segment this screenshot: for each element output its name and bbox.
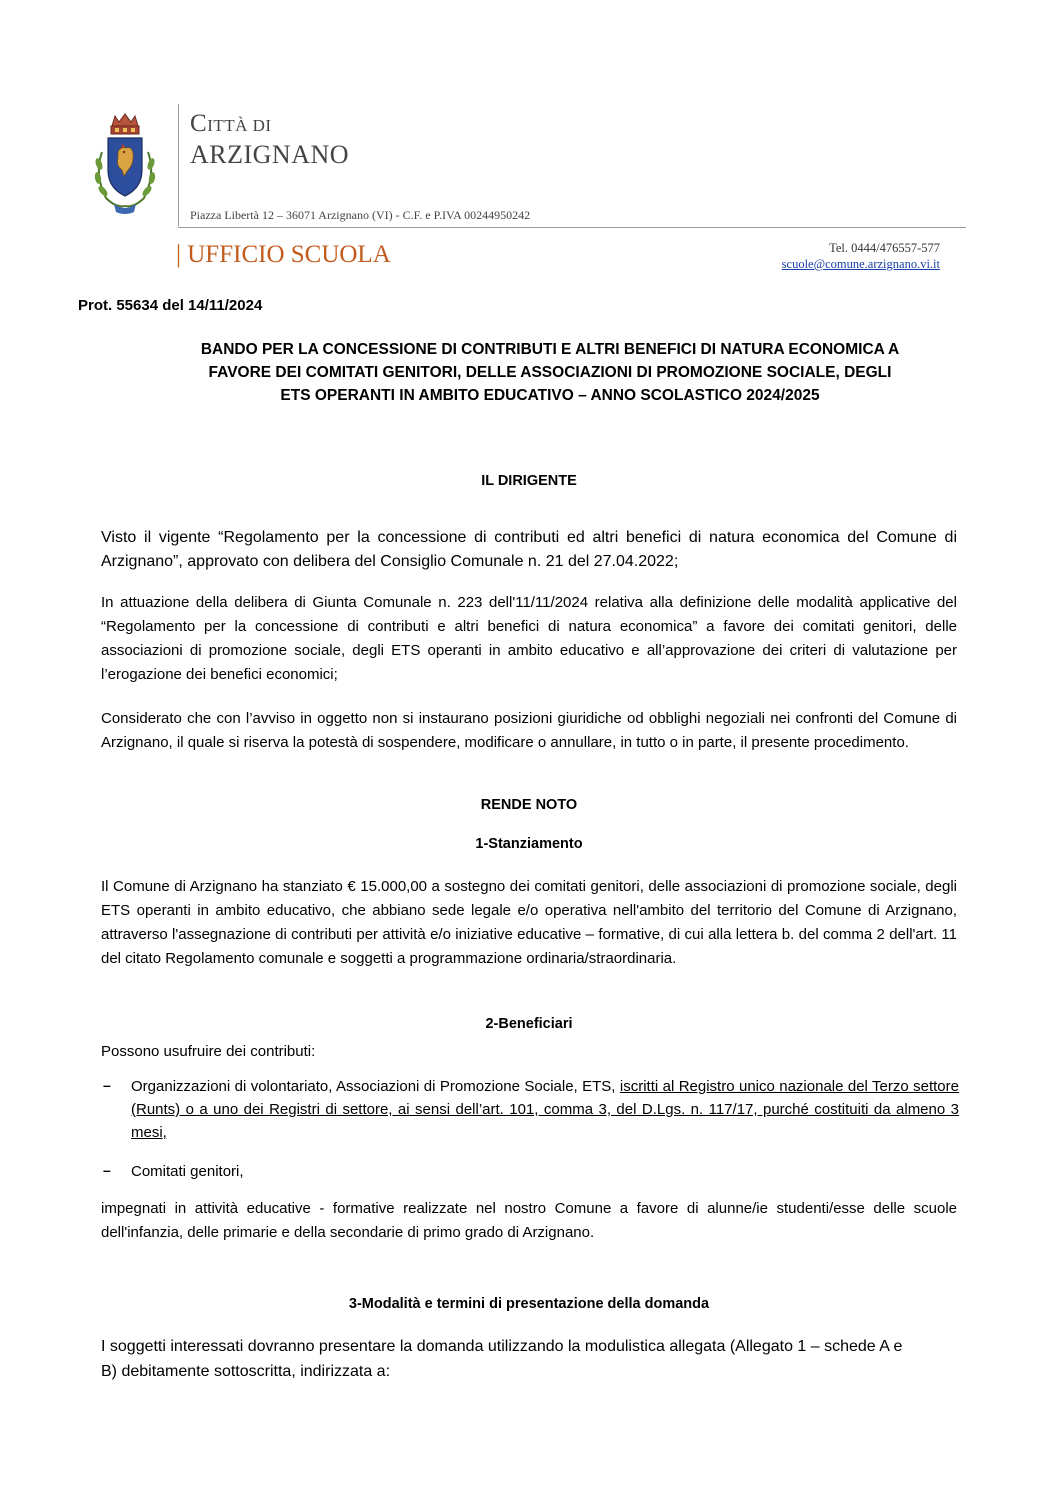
protocol-number: Prot. 55634 del 14/11/2024 [78,297,263,314]
bullet-marker: – [103,1077,111,1093]
municipality-address: Piazza Libertà 12 – 36071 Arzignano (VI) - C.F. e P.IVA 00244950242 [190,208,531,222]
section-1-text: Il Comune di Arzignano ha stanziato € 15.000,00 a sostegno dei comitati genitori, delle associazioni di promozione sociale, degli ETS operanti in ambito educativo, che abbiano sede legale e/o operativa nell'ambito del territorio del Comune di Arzignano, attraverso l'assegnazione di contributi per attività e/o iniziative educative – formative, di cui alla lettera b. del comma 2 dell'art. 11 del citato Regolamento comunale e soggetti a programmazione ordinaria/straordinaria. [101,878,957,967]
paragraph-considerato: Considerato che con l’avviso in oggetto non si instaurano posizioni giuridiche od obblighi negoziali nei confronti del Comune di Arzignano, il quale si riserva la potestà di sospendere, modificare o annullare, in tutto o in parte, il presente procedimento. [101,710,957,751]
office-email-link[interactable]: scuole@comune.arzignano.vi.it [781,257,940,271]
dirigente-heading: IL DIRIGENTE [481,473,577,489]
city-label: CITTÀ DI [190,110,272,137]
section-3-heading: 3-Modalità e termini di presentazione della domanda [348,1296,710,1312]
city-name: ARZIGNANO [190,140,350,169]
office-name: | UFFICIO SCUOLA [176,241,391,268]
section-3-text: I soggetti interessati dovranno presentare la domanda utilizzando la modulistica allegata (Allegato 1 – schede A e B) debitamente sottoscritta, indirizzata a: [101,1338,903,1380]
letterhead-vertical-rule [178,104,179,226]
beneficiary-item-parent-committees: Comitati genitori, [131,1163,244,1180]
document-title: BANDO PER LA CONCESSIONE DI CONTRIBUTI E ALTRI BENEFICI DI NATURA ECONOMICA A FAVORE DEI COMITATI GENITORI, DELLE ASSOCIAZIONI DI PROMOZIONE SOCIALE, DEGLI ETS OPERANTI IN AMBITO EDUCATIVO – ANNO SCOLASTICO 2024/2025 [200,341,900,404]
bullet-marker: – [103,1162,111,1178]
section-2-heading: 2-Beneficiari [485,1016,573,1032]
paragraph-attuazione: In attuazione della delibera di Giunta Comunale n. 223 dell'11/11/2024 relativa alla definizione delle modalità applicative del “Regolamento per la concessione di contributi e altri benefici di natura economica” a favore dei comitati genitori, delle associazioni di promozione sociale, degli ETS operanti in ambito educativo e all’approvazione dei criteri di valutazione per l’erogazione dei benefici economici; [101,594,957,683]
paragraph-visto: Visto il vigente “Regolamento per la concessione di contributi ed altri benefici di natura economica del Comune di Arzignano”, approvato con delibera del Consiglio Comunale n. 21 del 27.04.2022; [101,529,957,570]
office-phone: Tel. 0444/476557-577 [829,241,940,255]
beneficiary-item-organizations: Organizzazioni di volontariato, Associazioni di Promozione Sociale, ETS, iscritti al Registro unico nazionale del Terzo settore (Runts) o a uno dei Registri di settore, ai sensi dell’art. 101, comma 3, del D.Lgs. n. 117/17, purché costituiti da almeno 3 mesi, [131,1078,959,1141]
letterhead-horizontal-rule [178,227,966,228]
rende-noto-heading: RENDE NOTO [480,797,578,813]
coat-of-arms-logo [88,112,162,220]
section-2-closing-text: impegnati in attività educative - formative realizzate nel nostro Comune a favore di alunne/ie studenti/esse delle scuole dell'infanzia, delle primarie e della secondarie di primo grado di Arzignano. [101,1200,957,1241]
section-2-intro: Possono usufruire dei contributi: [101,1043,316,1060]
section-1-heading: 1-Stanziamento [475,836,583,852]
office-contact [782,240,940,272]
